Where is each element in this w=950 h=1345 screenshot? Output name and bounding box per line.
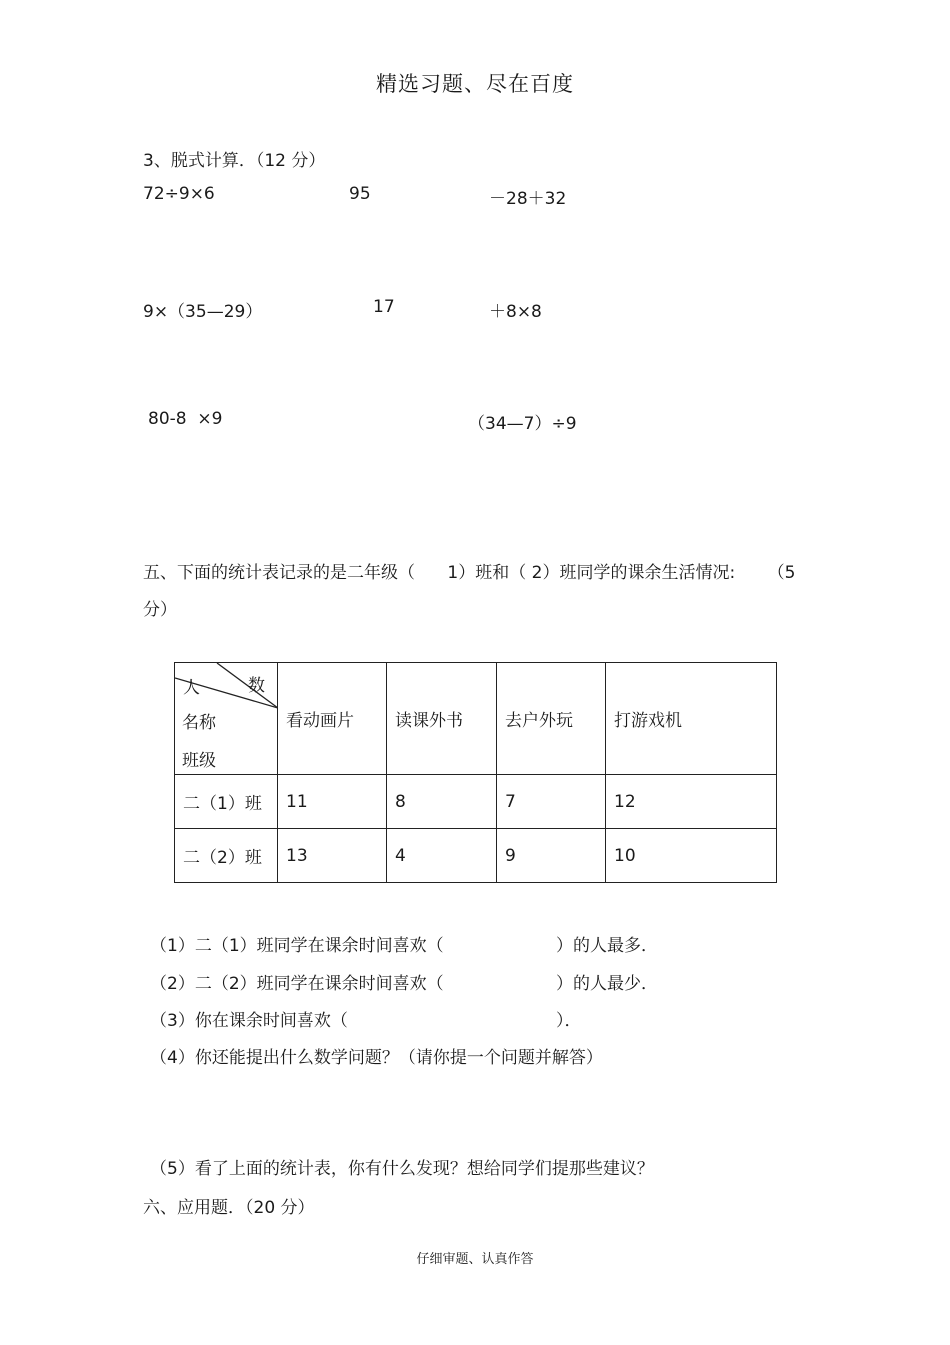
section-5-title: 五、下面的统计表记录的是二年级（ 1）班和（ 2）班同学的课余生活情况: （5 <box>143 563 796 583</box>
column-header: 读课外书 <box>387 663 497 775</box>
problem-1: 72÷9×6 <box>143 184 215 204</box>
table-cell: 8 <box>387 775 497 829</box>
table-row <box>175 775 777 829</box>
table-cell: 4 <box>387 829 497 883</box>
problem-2-part-a: 95 <box>349 184 371 204</box>
table-corner-cell <box>175 663 278 775</box>
section-5-title-cont: 分） <box>143 600 177 620</box>
page-header: 精选习题、尽在百度 <box>376 72 574 96</box>
problem-2-part-b: －28＋32 <box>489 189 567 209</box>
row-class-label: 二（1）班 <box>175 775 278 829</box>
table-cell: 7 <box>497 775 606 829</box>
problem-3: 9×（35—29） <box>143 302 263 322</box>
corner-label-class: 班级 <box>182 751 216 771</box>
table-cell: 12 <box>606 775 777 829</box>
section-3-title: 3、脱式计算．（12 分） <box>143 151 326 171</box>
column-header: 去户外玩 <box>497 663 606 775</box>
question-1-prompt: （1）二（1）班同学在课余时间喜欢（ <box>150 936 444 956</box>
question-3-end: ）． <box>556 1011 582 1031</box>
question-3-prompt: （3）你在课余时间喜欢（ <box>150 1011 348 1031</box>
table-cell: 10 <box>606 829 777 883</box>
table-cell: 13 <box>278 829 387 883</box>
question-2-end: ）的人最少． <box>556 974 658 994</box>
column-header: 打游戏机 <box>606 663 777 775</box>
table-row <box>175 829 777 883</box>
stats-table <box>174 662 777 883</box>
question-1-end: ）的人最多． <box>556 936 658 956</box>
question-2-prompt: （2）二（2）班同学在课余时间喜欢（ <box>150 974 444 994</box>
question-5: （5）看了上面的统计表，你有什么发现？想给同学们提那些建议？ <box>150 1159 654 1179</box>
corner-label-count: 数 <box>248 676 265 696</box>
column-header: 看动画片 <box>278 663 387 775</box>
table-cell: 11 <box>278 775 387 829</box>
table-header-row <box>175 663 777 775</box>
row-class-label: 二（2）班 <box>175 829 278 883</box>
problem-4-part-a: 17 <box>373 297 395 317</box>
section-6-title: 六、应用题．（20 分） <box>143 1198 315 1218</box>
page-footer: 仔细审题、认真作答 <box>416 1252 534 1267</box>
problem-4-part-b: ＋8×8 <box>489 302 542 322</box>
question-4: （4）你还能提出什么数学问题？（请你提一个问题并解答） <box>150 1048 603 1068</box>
corner-label-name: 名称 <box>182 713 216 733</box>
corner-label-people: 人 <box>183 678 200 698</box>
table-cell: 9 <box>497 829 606 883</box>
problem-6: （34—7）÷9 <box>468 414 577 434</box>
problem-5: 80-8 ×9 <box>148 409 223 429</box>
